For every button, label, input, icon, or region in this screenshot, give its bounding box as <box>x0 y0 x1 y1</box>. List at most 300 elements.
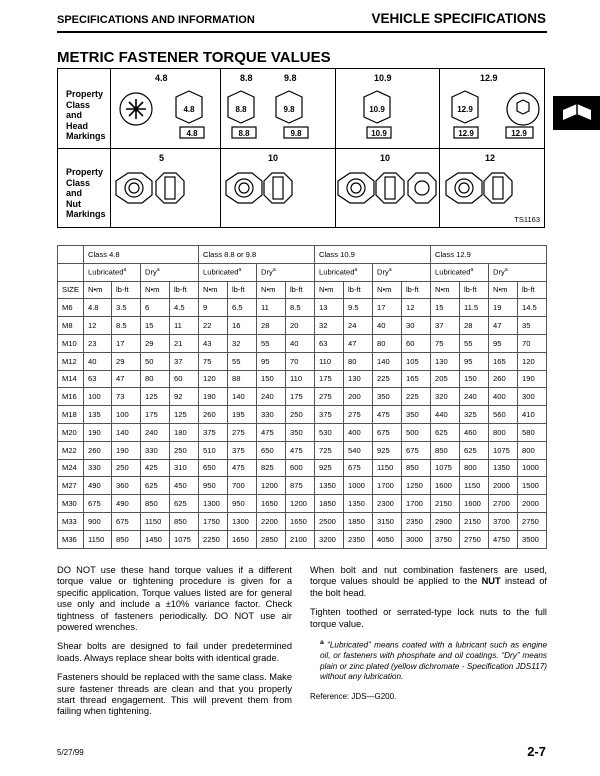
torque-cell: 40 <box>373 317 402 335</box>
torque-cell: 120 <box>518 352 547 370</box>
torque-cell: 180 <box>170 423 199 441</box>
torque-cell: 1000 <box>518 459 547 477</box>
torque-cell: 19 <box>489 299 518 317</box>
torque-cell: 125 <box>141 388 170 406</box>
torque-cell: 330 <box>141 441 170 459</box>
torque-cell: 2150 <box>431 495 460 513</box>
torque-cell: 1850 <box>344 512 373 530</box>
torque-cell: 1450 <box>141 530 170 548</box>
torque-cell: 2000 <box>489 477 518 495</box>
torque-cell: 4.8 <box>84 299 112 317</box>
torque-cell: 47 <box>344 334 373 352</box>
torque-cell: 24 <box>344 317 373 335</box>
torque-cell: 325 <box>460 406 489 424</box>
head-stamp: 4.8 <box>183 105 195 114</box>
torque-cell: 47 <box>489 317 518 335</box>
head-stamp: 9.8 <box>290 129 302 138</box>
size-cell: M30 <box>58 495 84 513</box>
torque-cell: 875 <box>286 477 315 495</box>
head-stamp: 8.8 <box>238 129 250 138</box>
size-header: SIZE <box>58 281 84 299</box>
torque-cell: 1200 <box>257 477 286 495</box>
torque-cell: 30 <box>402 317 431 335</box>
dry-header: Dry$^a$ <box>141 263 199 281</box>
torque-cell: 240 <box>460 388 489 406</box>
torque-cell: 130 <box>344 370 373 388</box>
torque-cell: 330 <box>84 459 112 477</box>
table-row <box>58 334 547 352</box>
torque-cell: 47 <box>112 370 141 388</box>
fastener-drawings <box>58 69 544 227</box>
table-row <box>58 388 547 406</box>
torque-cell: 425 <box>141 459 170 477</box>
torque-cell: 29 <box>141 334 170 352</box>
torque-cell: 2350 <box>344 530 373 548</box>
class-header-row <box>58 246 547 264</box>
torque-cell: 3200 <box>315 530 344 548</box>
torque-cell: 2100 <box>286 530 315 548</box>
torque-cell: 140 <box>373 352 402 370</box>
class-header: Class 8.8 or 9.8 <box>199 246 315 264</box>
torque-cell: 37 <box>431 317 460 335</box>
torque-cell: 275 <box>228 423 257 441</box>
torque-cell: 200 <box>344 388 373 406</box>
torque-cell: 2750 <box>460 530 489 548</box>
torque-cell: 8.5 <box>112 317 141 335</box>
chapter-header: VEHICLE SPECIFICATIONS <box>371 11 546 26</box>
torque-cell: 490 <box>84 477 112 495</box>
torque-cell: 21 <box>170 334 199 352</box>
torque-cell: 175 <box>315 370 344 388</box>
torque-cell: 350 <box>286 423 315 441</box>
class-header: Class 12.9 <box>431 246 547 264</box>
torque-cell: 165 <box>402 370 431 388</box>
torque-cell: 675 <box>402 441 431 459</box>
torque-cell: 190 <box>112 441 141 459</box>
torque-cell: 2500 <box>315 512 344 530</box>
head-markings-label: Property Class and Head Markings <box>66 89 106 141</box>
torque-cell: 22 <box>199 317 228 335</box>
torque-cell: 28 <box>257 317 286 335</box>
torque-cell: 28 <box>460 317 489 335</box>
table-row <box>58 459 547 477</box>
torque-cell: 800 <box>518 441 547 459</box>
property-class-markings <box>57 68 545 228</box>
torque-cell: 2900 <box>431 512 460 530</box>
torque-cell: 130 <box>431 352 460 370</box>
torque-cell: 1300 <box>228 512 257 530</box>
nut-class-label: 12 <box>485 153 496 163</box>
torque-cell: 1250 <box>402 477 431 495</box>
torque-cell: 63 <box>315 334 344 352</box>
torque-cell: 9.5 <box>344 299 373 317</box>
torque-cell: 375 <box>228 441 257 459</box>
torque-cell: 88 <box>228 370 257 388</box>
torque-cell: 92 <box>170 388 199 406</box>
torque-cell: 375 <box>199 423 228 441</box>
torque-cell: 400 <box>489 388 518 406</box>
size-cell: M14 <box>58 370 84 388</box>
size-cell: M33 <box>58 512 84 530</box>
head-class-label: 12.9 <box>480 73 498 83</box>
torque-cell: 17 <box>112 334 141 352</box>
torque-cell: 23 <box>84 334 112 352</box>
torque-cell: 300 <box>518 388 547 406</box>
class-header: Class 10.9 <box>315 246 431 264</box>
torque-cell: 2850 <box>257 530 286 548</box>
torque-cell: 60 <box>170 370 199 388</box>
torque-cell: 850 <box>431 441 460 459</box>
dry-header: Dry$^a$ <box>373 263 431 281</box>
paragraph: Shear bolts are designed to fail under predetermined loads. Always replace shear bolts with identical grade. <box>57 641 292 663</box>
torque-cell: 725 <box>315 441 344 459</box>
torque-cell: 75 <box>199 352 228 370</box>
torque-cell: 175 <box>141 406 170 424</box>
dry-header: Dry$^a$ <box>257 263 315 281</box>
table-row <box>58 512 547 530</box>
torque-cell: 560 <box>489 406 518 424</box>
dry-header: Dry$^a$ <box>489 263 547 281</box>
head-stamp: 12.9 <box>458 129 474 138</box>
torque-cell: 475 <box>286 441 315 459</box>
torque-cell: 650 <box>257 441 286 459</box>
size-cell: M20 <box>58 423 84 441</box>
torque-cell: 73 <box>112 388 141 406</box>
torque-cell: 1350 <box>344 495 373 513</box>
table-row <box>58 441 547 459</box>
torque-cell: 440 <box>431 406 460 424</box>
torque-cell: 95 <box>460 352 489 370</box>
torque-cell: 11 <box>170 317 199 335</box>
torque-cell: 675 <box>344 459 373 477</box>
torque-cell: 2200 <box>257 512 286 530</box>
torque-cell: 190 <box>84 423 112 441</box>
torque-cell: 43 <box>199 334 228 352</box>
torque-cell: 1200 <box>286 495 315 513</box>
torque-cell: 29 <box>112 352 141 370</box>
torque-cell: 580 <box>518 423 547 441</box>
torque-cell: 240 <box>141 423 170 441</box>
torque-cell: 350 <box>402 406 431 424</box>
torque-cell: 95 <box>257 352 286 370</box>
torque-cell: 375 <box>315 406 344 424</box>
torque-cell: 3150 <box>373 512 402 530</box>
torque-cell: 900 <box>84 512 112 530</box>
torque-cell: 1700 <box>402 495 431 513</box>
torque-cell: 625 <box>141 477 170 495</box>
torque-cell: 925 <box>373 441 402 459</box>
torque-cell: 500 <box>402 423 431 441</box>
page-number: 2-7 <box>527 744 546 759</box>
size-cell: M6 <box>58 299 84 317</box>
book-icon <box>561 102 593 124</box>
lubricated-header: Lubricated$^a$ <box>431 263 489 281</box>
torque-cell: 2700 <box>489 495 518 513</box>
head-stamp: 10.9 <box>371 129 387 138</box>
torque-cell: 1650 <box>228 530 257 548</box>
condition-header-row <box>58 263 547 281</box>
size-cell: M22 <box>58 441 84 459</box>
class-header: Class 4.8 <box>84 246 199 264</box>
torque-cell: 15 <box>431 299 460 317</box>
torque-cell: 14.5 <box>518 299 547 317</box>
torque-cell: 63 <box>84 370 112 388</box>
torque-cell: 2350 <box>402 512 431 530</box>
torque-cell: 240 <box>257 388 286 406</box>
head-stamp: 4.8 <box>186 129 198 138</box>
head-stamp: 9.8 <box>283 105 295 114</box>
size-cell: M16 <box>58 388 84 406</box>
torque-cell: 4.5 <box>170 299 199 317</box>
torque-cell: 3700 <box>489 512 518 530</box>
torque-cell: 330 <box>257 406 286 424</box>
nut-class-label: 10 <box>380 153 391 163</box>
torque-cell: 2750 <box>518 512 547 530</box>
torque-cell: 70 <box>518 334 547 352</box>
torque-cell: 1150 <box>460 477 489 495</box>
torque-cell: 950 <box>199 477 228 495</box>
page-title: METRIC FASTENER TORQUE VALUES <box>57 49 331 66</box>
torque-cell: 1700 <box>373 477 402 495</box>
torque-cell: 12 <box>402 299 431 317</box>
size-cell: M12 <box>58 352 84 370</box>
torque-cell: 11 <box>257 299 286 317</box>
torque-cell: 350 <box>373 388 402 406</box>
torque-cell: 625 <box>170 495 199 513</box>
torque-cell: 850 <box>170 512 199 530</box>
torque-cell: 20 <box>286 317 315 335</box>
torque-cell: 125 <box>170 406 199 424</box>
torque-cell: 225 <box>402 388 431 406</box>
torque-cell: 540 <box>344 441 373 459</box>
torque-cell: 1075 <box>170 530 199 548</box>
torque-cell: 35 <box>518 317 547 335</box>
torque-cell: 100 <box>84 388 112 406</box>
torque-cell: 250 <box>286 406 315 424</box>
torque-cell: 16 <box>228 317 257 335</box>
figure-id: TS1163 <box>514 215 540 224</box>
paragraph: When bolt and nut combination fasteners are used, torque values should be applied to the NUT instead of the bolt head. <box>310 565 547 598</box>
table-row <box>58 299 547 317</box>
torque-cell: 8.5 <box>286 299 315 317</box>
torque-cell: 135 <box>84 406 112 424</box>
torque-cell: 1150 <box>141 512 170 530</box>
torque-cell: 2300 <box>373 495 402 513</box>
torque-cell: 1650 <box>286 512 315 530</box>
size-cell: M8 <box>58 317 84 335</box>
torque-cell: 17 <box>373 299 402 317</box>
torque-cell: 490 <box>112 495 141 513</box>
torque-cell: 3500 <box>518 530 547 548</box>
size-cell: M27 <box>58 477 84 495</box>
torque-cell: 105 <box>402 352 431 370</box>
torque-cell: 275 <box>344 406 373 424</box>
torque-cell: 9 <box>199 299 228 317</box>
torque-cell: 260 <box>84 441 112 459</box>
table-row <box>58 352 547 370</box>
reference: Reference: JDS—G200. <box>310 691 397 701</box>
torque-cell: 55 <box>228 352 257 370</box>
torque-cell: 530 <box>315 423 344 441</box>
torque-cell: 850 <box>112 530 141 548</box>
torque-cell: 3.5 <box>112 299 141 317</box>
torque-cell: 1350 <box>489 459 518 477</box>
nut-class-label: 10 <box>268 153 279 163</box>
torque-cell: 625 <box>431 423 460 441</box>
torque-cell: 4050 <box>373 530 402 548</box>
torque-cell: 37 <box>170 352 199 370</box>
nut-markings-label: Property Class and Nut Markings <box>66 167 106 219</box>
torque-cell: 6 <box>141 299 170 317</box>
torque-cell: 4750 <box>489 530 518 548</box>
torque-cell: 75 <box>431 334 460 352</box>
torque-cell: 120 <box>199 370 228 388</box>
torque-cell: 40 <box>286 334 315 352</box>
torque-cell: 150 <box>460 370 489 388</box>
size-cell: M24 <box>58 459 84 477</box>
torque-cell: 225 <box>373 370 402 388</box>
torque-cell: 1075 <box>489 441 518 459</box>
paragraph: Tighten toothed or serrated-type lock nuts to the full torque value. <box>310 607 547 629</box>
torque-cell: 195 <box>228 406 257 424</box>
torque-cell: 150 <box>257 370 286 388</box>
torque-cell: 1350 <box>315 477 344 495</box>
torque-cell: 600 <box>286 459 315 477</box>
torque-cell: 32 <box>228 334 257 352</box>
lubricated-header: Lubricated$^a$ <box>315 263 373 281</box>
torque-cell: 2150 <box>460 512 489 530</box>
table-row <box>58 477 547 495</box>
torque-cell: 475 <box>257 423 286 441</box>
torque-cell: 15 <box>141 317 170 335</box>
torque-cell: 950 <box>228 495 257 513</box>
left-column <box>57 565 292 726</box>
torque-cell: 675 <box>112 512 141 530</box>
torque-cell: 1000 <box>344 477 373 495</box>
torque-cell: 1750 <box>199 512 228 530</box>
head-class-label: 9.8 <box>284 73 297 83</box>
right-column <box>310 565 547 710</box>
torque-cell: 110 <box>286 370 315 388</box>
torque-cell: 11.5 <box>460 299 489 317</box>
table-row <box>58 530 547 548</box>
torque-cell: 1150 <box>84 530 112 548</box>
torque-cell: 70 <box>286 352 315 370</box>
torque-cell: 850 <box>402 459 431 477</box>
footer-date: 5/27/99 <box>57 748 84 757</box>
paragraph: Fasteners should be replaced with the same class. Make sure fastener threads are clean and that you properly start thread engagement. This will prevent them from failing when tightening. <box>57 672 292 717</box>
torque-cell: 80 <box>344 352 373 370</box>
section-header: SPECIFICATIONS AND INFORMATION <box>57 14 255 26</box>
size-cell: M36 <box>58 530 84 548</box>
torque-cell: 140 <box>112 423 141 441</box>
torque-cell: 260 <box>489 370 518 388</box>
torque-cell: 60 <box>402 334 431 352</box>
torque-cell: 2000 <box>518 495 547 513</box>
head-class-label: 4.8 <box>155 73 168 83</box>
torque-cell: 95 <box>489 334 518 352</box>
nut-class-label: 5 <box>159 153 165 163</box>
torque-cell: 1850 <box>315 495 344 513</box>
lubricated-header: Lubricated$^a$ <box>84 263 141 281</box>
torque-cell: 190 <box>518 370 547 388</box>
unit-header-row: SIZE N•m lb-ft N•m lb-ft N•m lb-ft N•m lb-ft N•m lb-ft N•m lb-ft N•m lb-ft N•m lb-ft <box>58 281 547 299</box>
table-row <box>58 370 547 388</box>
torque-cell: 260 <box>199 406 228 424</box>
torque-cell: 80 <box>141 370 170 388</box>
table-row <box>58 317 547 335</box>
footnote: $^a$ “Lubricated” means coated with a lubricant such as engine oil, or fasteners with phosphate and oil coatings. “Dry” means plain or zinc plated (yellow dichromate - Specification JDS117) without any lubrication. <box>320 639 547 682</box>
torque-cell: 40 <box>84 352 112 370</box>
lubricated-header: Lubricated$^a$ <box>199 263 257 281</box>
torque-cell: 800 <box>460 459 489 477</box>
torque-cell: 80 <box>373 334 402 352</box>
torque-cell: 1600 <box>460 495 489 513</box>
torque-cell: 310 <box>170 459 199 477</box>
torque-cell: 1075 <box>431 459 460 477</box>
torque-cell: 110 <box>315 352 344 370</box>
torque-cell: 250 <box>112 459 141 477</box>
table-row <box>58 423 547 441</box>
torque-cell: 650 <box>199 459 228 477</box>
torque-cell: 2250 <box>199 530 228 548</box>
head-class-label: 8.8 <box>240 73 253 83</box>
paragraph: DO NOT use these hand torque values if a different torque value or tightening procedure is given for a specific application. Torque values listed are for general use only and include a ±10% variance factor. Check tightness of fasteners periodically. DO NOT use air powered wrenches. <box>57 565 292 633</box>
torque-cell: 1650 <box>257 495 286 513</box>
torque-cell: 825 <box>257 459 286 477</box>
head-stamp: 10.9 <box>369 105 385 114</box>
torque-cell: 55 <box>460 334 489 352</box>
head-stamp: 12.9 <box>457 105 473 114</box>
torque-cell: 460 <box>460 423 489 441</box>
torque-table <box>57 245 547 549</box>
torque-cell: 1600 <box>431 477 460 495</box>
torque-cell: 190 <box>199 388 228 406</box>
torque-cell: 250 <box>170 441 199 459</box>
torque-cell: 32 <box>315 317 344 335</box>
torque-cell: 675 <box>84 495 112 513</box>
torque-cell: 175 <box>286 388 315 406</box>
torque-cell: 205 <box>431 370 460 388</box>
torque-cell: 13 <box>315 299 344 317</box>
torque-cell: 450 <box>170 477 199 495</box>
torque-cell: 925 <box>315 459 344 477</box>
torque-cell: 1500 <box>518 477 547 495</box>
torque-cell: 1150 <box>373 459 402 477</box>
table-row <box>58 495 547 513</box>
torque-cell: 55 <box>257 334 286 352</box>
torque-cell: 625 <box>460 441 489 459</box>
torque-cell: 12 <box>84 317 112 335</box>
torque-cell: 1300 <box>199 495 228 513</box>
torque-cell: 6.5 <box>228 299 257 317</box>
head-class-label: 10.9 <box>374 73 392 83</box>
torque-cell: 410 <box>518 406 547 424</box>
torque-cell: 140 <box>228 388 257 406</box>
size-cell: M10 <box>58 334 84 352</box>
head-stamp: 12.9 <box>511 129 527 138</box>
torque-cell: 360 <box>112 477 141 495</box>
size-cell: M18 <box>58 406 84 424</box>
torque-cell: 475 <box>373 406 402 424</box>
torque-cell: 850 <box>141 495 170 513</box>
section-tab <box>553 96 600 130</box>
torque-cell: 3750 <box>431 530 460 548</box>
header-rule <box>57 31 547 33</box>
torque-cell: 165 <box>489 352 518 370</box>
torque-cell: 275 <box>315 388 344 406</box>
torque-cell: 400 <box>344 423 373 441</box>
